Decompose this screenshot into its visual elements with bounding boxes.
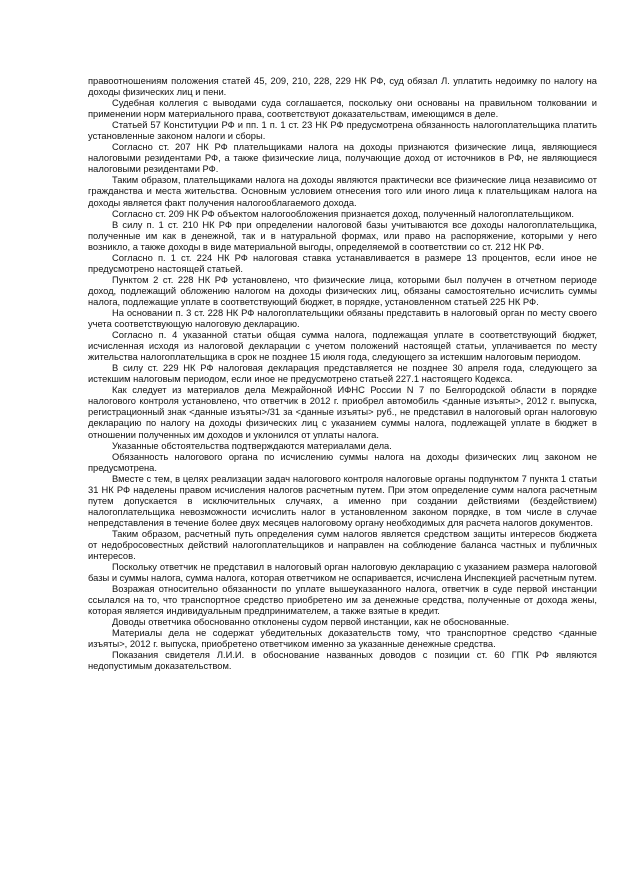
paragraph-22: Показания свидетеля Л.И.И. в обоснование названных доводов с позиции ст. 60 ГПК РФ являются недопустимым доказательством.	[88, 650, 597, 672]
paragraph-14: Указанные обстоятельства подтверждаются материалами дела.	[112, 440, 392, 451]
paragraph-3: Статьей 57 Конституции РФ и пп. 1 п. 1 ст. 23 НК РФ предусмотрена обязанность налогоплательщика платить установленные законом налоги и сборы.	[88, 120, 597, 142]
paragraph-16: Вместе с тем, в целях реализации задач налогового контроля налоговые органы подпунктом 7 пункта 1 статьи 31 НК РФ наделены правом исчисления налогов расчетным путем. При этом определение сумм налога расчетным путем допускается в исключительных случаях, а именно при создании действиями (бездействием) налогоплательщика невозможности исчислить налог в установленном законом порядке, в том числе в случае непредставления в течение более двух месяцев налоговому органу необходимых для расчета налогов документов.	[88, 473, 597, 528]
paragraph-12: В силу ст. 229 НК РФ налоговая декларация представляется не позднее 30 апреля года, следующего за истекшим налоговым периодом, если иное не предусмотрено статьей 227.1 настоящего Кодекса.	[88, 363, 597, 385]
paragraph-9: Пунктом 2 ст. 228 НК РФ установлено, что физические лица, которыми был получен в отчетном периоде доход, подлежащий обложению налогом на доходы физических лиц, обязаны самостоятельно исчислить суммы налога, подлежащие уплате в соответствующий бюджет, в порядке, установленном статьей 225 НК РФ.	[88, 274, 597, 307]
paragraph-2: Судебная коллегия с выводами суда соглашается, поскольку они основаны на правильном толковании и применении норм материального права, соответствуют доказательствам, имеющимся в деле.	[88, 98, 597, 120]
document-page	[88, 76, 597, 673]
paragraph-6: Согласно ст. 209 НК РФ объектом налогообложения признается доход, полученный налогоплательщиком.	[112, 208, 575, 219]
paragraph-17: Таким образом, расчетный путь определения сумм налогов является средством защиты интересов бюджета от недобросовестных действий налогоплательщиков и направлен на соблюдение баланса частных и публичных интересов.	[88, 528, 597, 562]
paragraph-5: Таким образом, плательщиками налога на доходы являются практически все физические лица независимо от гражданства и места жительства. Основным условием отнесения того или иного лица к плательщикам налога на доходы является факт получения налогооблагаемого дохода.	[88, 175, 597, 208]
paragraph-1: правоотношениям положения статей 45, 209, 210, 228, 229 НК РФ, суд обязал Л. уплатить недоимку по налогу на доходы физических лиц и пени.	[88, 76, 597, 98]
paragraph-11: Согласно п. 4 указанной статьи общая сумма налога, подлежащая уплате в соответствующий бюджет, исчисленная исходя из налоговой декларации с учетом положений настоящей статьи, уплачивается по месту жительства налогоплательщика в срок не позднее 15 июля года, следующего за истекшим налоговым периодом.	[88, 330, 597, 363]
paragraph-13: Как следует из материалов дела Межрайонной ИФНС России N 7 по Белгородской области в порядке налогового контроля установлено, что ответчик в 2012 г. приобрел автомобиль <данные изъяты>, 2012 г. выпуска, регистрационный знак <данные изъяты>/31 за <данные изъяты> руб., не представил в налоговый орган налоговую декларацию по налогу на доходы физических лиц с указанием суммы налога, подлежащей уплате в бюджет в отношении полученных им доходов и уклонился от уплаты налога.	[88, 385, 597, 440]
paragraph-20: Доводы ответчика обоснованно отклонены судом первой инстанции, как не обоснованные.	[112, 617, 510, 628]
paragraph-19: Возражая относительно обязанности по уплате вышеуказанного налога, ответчик в суде первой инстанции ссылался на то, что транспортное средство приобретено им за денежные средства, полученные от дохода жены, которая является индивидуальным предпринимателем, а также взятые в кредит.	[88, 584, 597, 617]
paragraph-7: В силу п. 1 ст. 210 НК РФ при определении налоговой базы учитываются все доходы налогоплательщика, полученные им как в денежной, так и в натуральной формах, или право на распоряжение, которыми у него возникло, а также доходы в виде материальной выгоды, определяемой в соответствии со ст. 212 НК РФ.	[88, 219, 597, 252]
paragraph-18: Поскольку ответчик не представил в налоговый орган налоговую декларацию с указанием размера налоговой базы и суммы налога, сумма налога, которая ответчиком не оспаривается, исчислена Инспекцией расчетным путем.	[88, 562, 597, 584]
paragraph-21: Материалы дела не содержат убедительных доказательств тому, что транспортное средство <данные изъяты>, 2012 г. выпуска, приобретено ответчиком именно за указанные денежные средства.	[88, 628, 597, 650]
paragraph-10: На основании п. 3 ст. 228 НК РФ налогоплательщики обязаны представить в налоговый орган по месту своего учета соответствующую налоговую декларацию.	[88, 307, 597, 330]
paragraph-8: Согласно п. 1 ст. 224 НК РФ налоговая ставка устанавливается в размере 13 процентов, если иное не предусмотрено настоящей статьей.	[88, 252, 597, 274]
paragraph-4: Согласно ст. 207 НК РФ плательщиками налога на доходы признаются физические лица, являющиеся налоговыми резидентами РФ, а также физические лица, получающие доход от источников в РФ, не являющиеся налоговыми резидентами РФ.	[88, 142, 597, 175]
paragraph-15: Обязанность налогового органа по исчислению суммы налога на доходы физических лиц законом не предусмотрена.	[88, 451, 597, 473]
